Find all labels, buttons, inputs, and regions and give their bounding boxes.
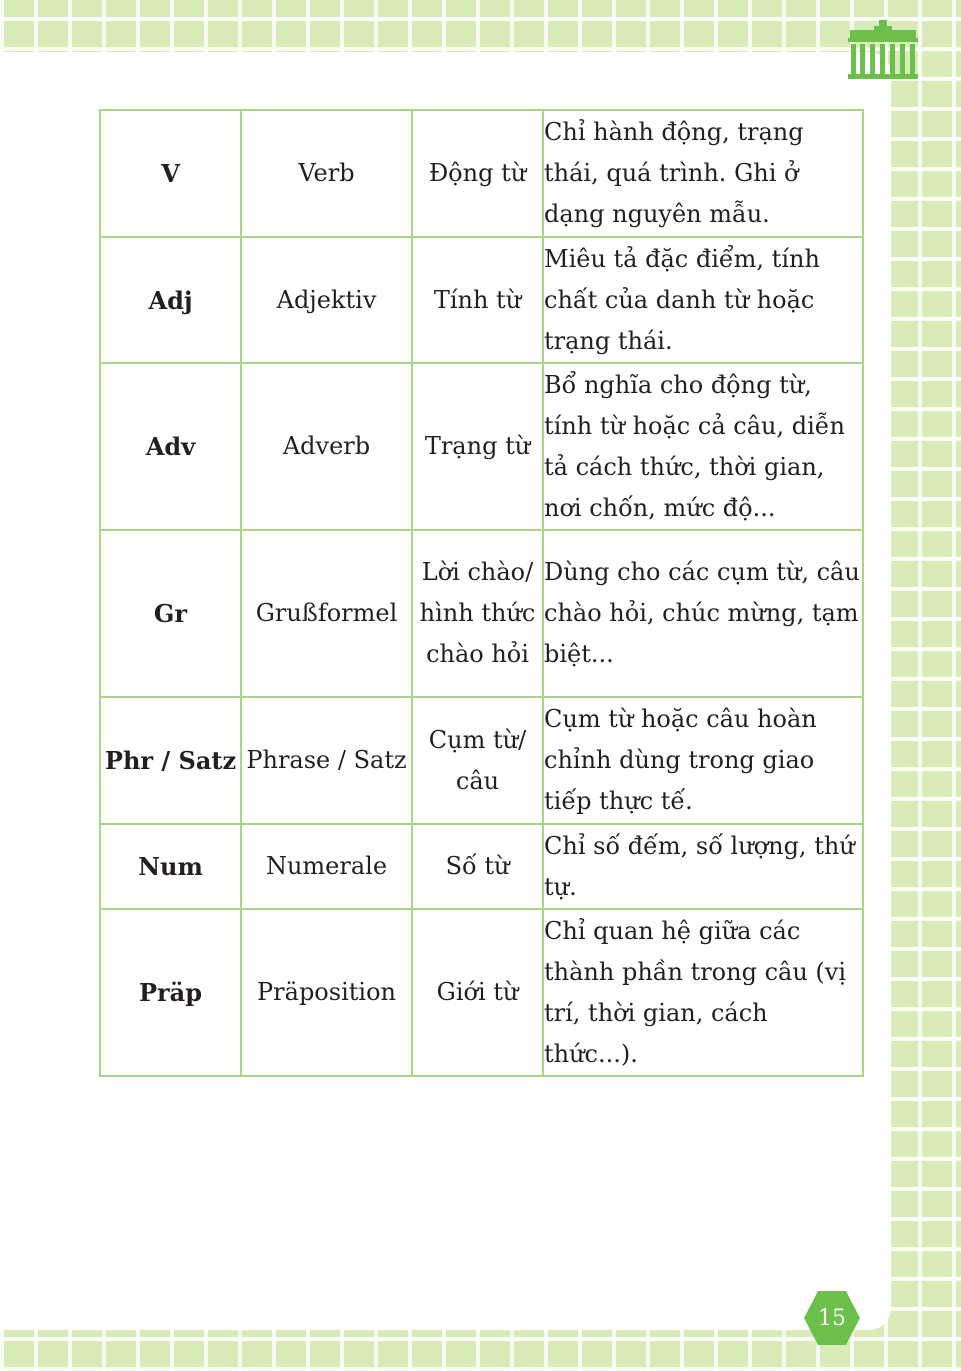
german-term-cell: Numerale [241, 824, 412, 909]
abbreviation-cell: V [100, 110, 241, 237]
vietnamese-term-cell: Tính từ [412, 237, 543, 363]
vietnamese-term-cell: Trạng từ [412, 363, 543, 530]
description-cell: Cụm từ hoặc câu hoàn chỉnh dùng trong giao tiếp thực tế. [543, 697, 863, 824]
table-row [100, 110, 863, 237]
german-term-cell: Adverb [241, 363, 412, 530]
vietnamese-term-cell: Số từ [412, 824, 543, 909]
abbreviation-cell: Num [100, 824, 241, 909]
description-cell: Chỉ số đếm, số lượng, thứ tự. [543, 824, 863, 909]
vietnamese-term-cell: Lời chào/ hình thức chào hỏi [412, 530, 543, 697]
german-term-cell: Verb [241, 110, 412, 237]
vietnamese-term-cell: Cụm từ/ câu [412, 697, 543, 824]
table-row [100, 909, 863, 1076]
description-cell: Dùng cho các cụm từ, câu chào hỏi, chúc mừng, tạm biệt... [543, 530, 863, 697]
page-number: 15 [818, 1305, 846, 1331]
description-cell: Chỉ quan hệ giữa các thành phần trong câu (vị trí, thời gian, cách thức...). [543, 909, 863, 1076]
brandenburg-gate-icon [846, 18, 920, 80]
abbreviation-cell: Adj [100, 237, 241, 363]
vietnamese-term-cell: Giới từ [412, 909, 543, 1076]
vocabulary-table [99, 109, 864, 1077]
table-row [100, 824, 863, 909]
abbreviation-cell: Präp [100, 909, 241, 1076]
description-cell: Chỉ hành động, trạng thái, quá trình. Ghi ở dạng nguyên mẫu. [543, 110, 863, 237]
german-term-cell: Präposition [241, 909, 412, 1076]
table-row [100, 363, 863, 530]
abbreviation-cell: Gr [100, 530, 241, 697]
description-cell: Miêu tả đặc điểm, tính chất của danh từ hoặc trạng thái. [543, 237, 863, 363]
german-term-cell: Grußformel [241, 530, 412, 697]
abbreviation-cell: Adv [100, 363, 241, 530]
table-row [100, 237, 863, 363]
table-row [100, 530, 863, 697]
german-term-cell: Phrase / Satz [241, 697, 412, 824]
abbreviation-cell: Phr / Satz [100, 697, 241, 824]
table-row [100, 697, 863, 824]
vietnamese-term-cell: Động từ [412, 110, 543, 237]
description-cell: Bổ nghĩa cho động từ, tính từ hoặc cả câu, diễn tả cách thức, thời gian, nơi chốn, mức độ... [543, 363, 863, 530]
german-term-cell: Adjektiv [241, 237, 412, 363]
